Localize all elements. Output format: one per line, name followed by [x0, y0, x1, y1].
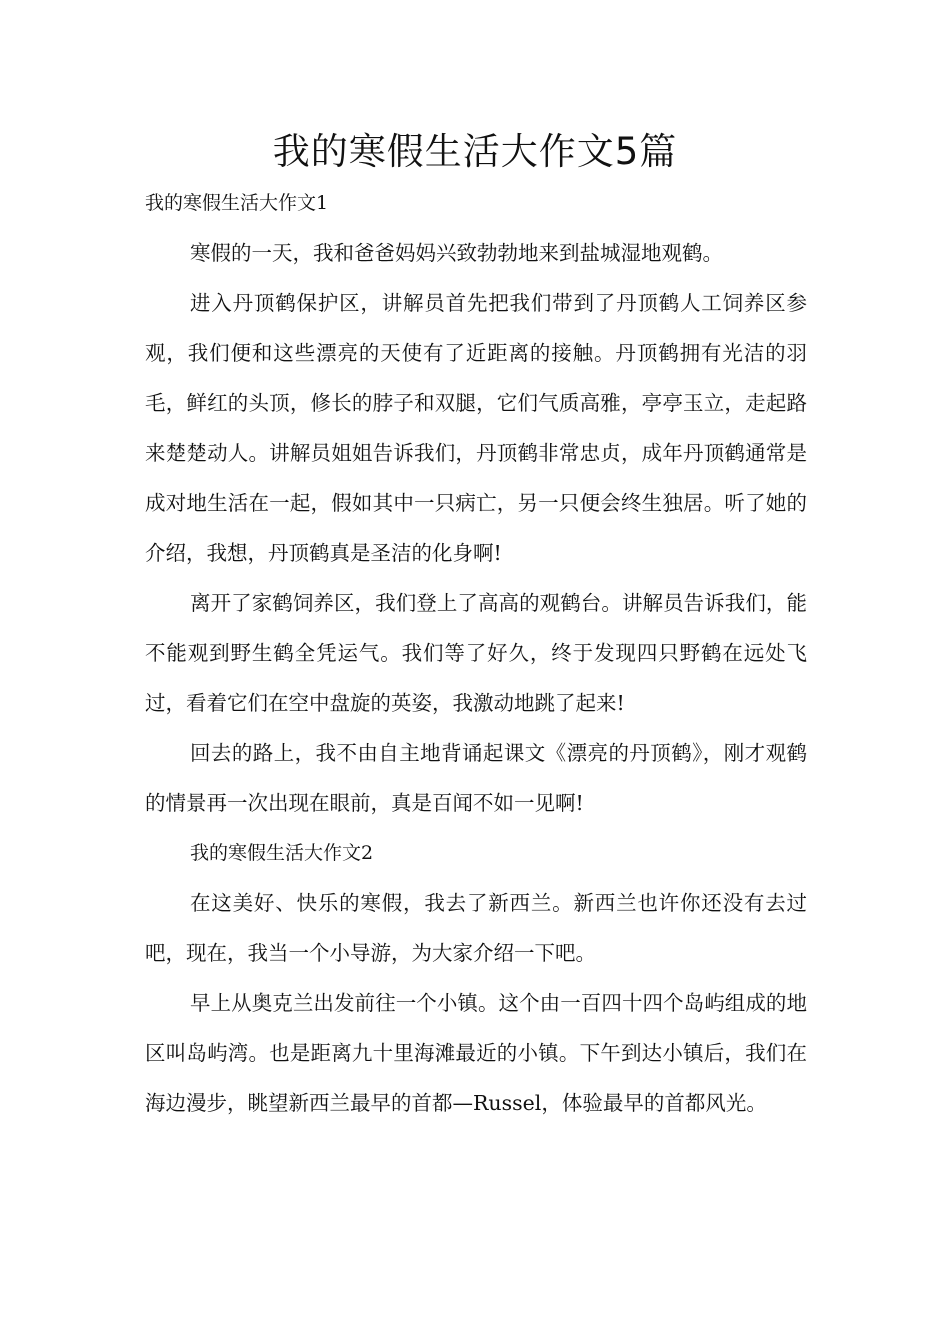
essay-1-paragraph-4: 回去的路上，我不由自主地背诵起课文《漂亮的丹顶鹤》，刚才观鹤的情景再一次出现在眼前，真是百闻不如一见啊!: [145, 741, 807, 815]
document-body: [145, 178, 807, 1128]
essay-1-paragraph-2: 进入丹顶鹤保护区，讲解员首先把我们带到了丹顶鹤人工饲养区参观，我们便和这些漂亮的天使有了近距离的接触。丹顶鹤拥有光洁的羽毛，鲜红的头顶，修长的脖子和双腿，它们气质高雅，亭亭玉立，走起路来楚楚动人。讲解员姐姐告诉我们，丹顶鹤非常忠贞，成年丹顶鹤通常是成对地生活在一起，假如其中一只病亡，另一只便会终生独居。听了她的介绍，我想，丹顶鹤真是圣洁的化身啊!: [145, 291, 807, 565]
essay-1-paragraph-1: 寒假的一天，我和爸爸妈妈兴致勃勃地来到盐城湿地观鹤。: [190, 241, 723, 265]
essay-1-paragraph-3: 离开了家鹤饲养区，我们登上了高高的观鹤台。讲解员告诉我们，能不能观到野生鹤全凭运气。我们等了好久，终于发现四只野鹤在远处飞过，看着它们在空中盘旋的英姿，我激动地跳了起来!: [145, 591, 807, 715]
essay-2-heading: 我的寒假生活大作文2: [190, 842, 374, 864]
essay-2-paragraph-2: 早上从奥克兰出发前往一个小镇。这个由一百四十四个岛屿组成的地区叫岛屿湾。也是距离九十里海滩最近的小镇。下午到达小镇后，我们在海边漫步，眺望新西兰最早的首都—Russel，体验最早的首都风光。: [145, 991, 807, 1115]
essay-2-paragraph-1: 在这美好、快乐的寒假，我去了新西兰。新西兰也许你还没有去过吧，现在，我当一个小导游，为大家介绍一下吧。: [145, 891, 807, 965]
essay-1-heading: 我的寒假生活大作文1: [145, 192, 329, 214]
document-title: 我的寒假生活大作文5篇: [272, 130, 678, 173]
